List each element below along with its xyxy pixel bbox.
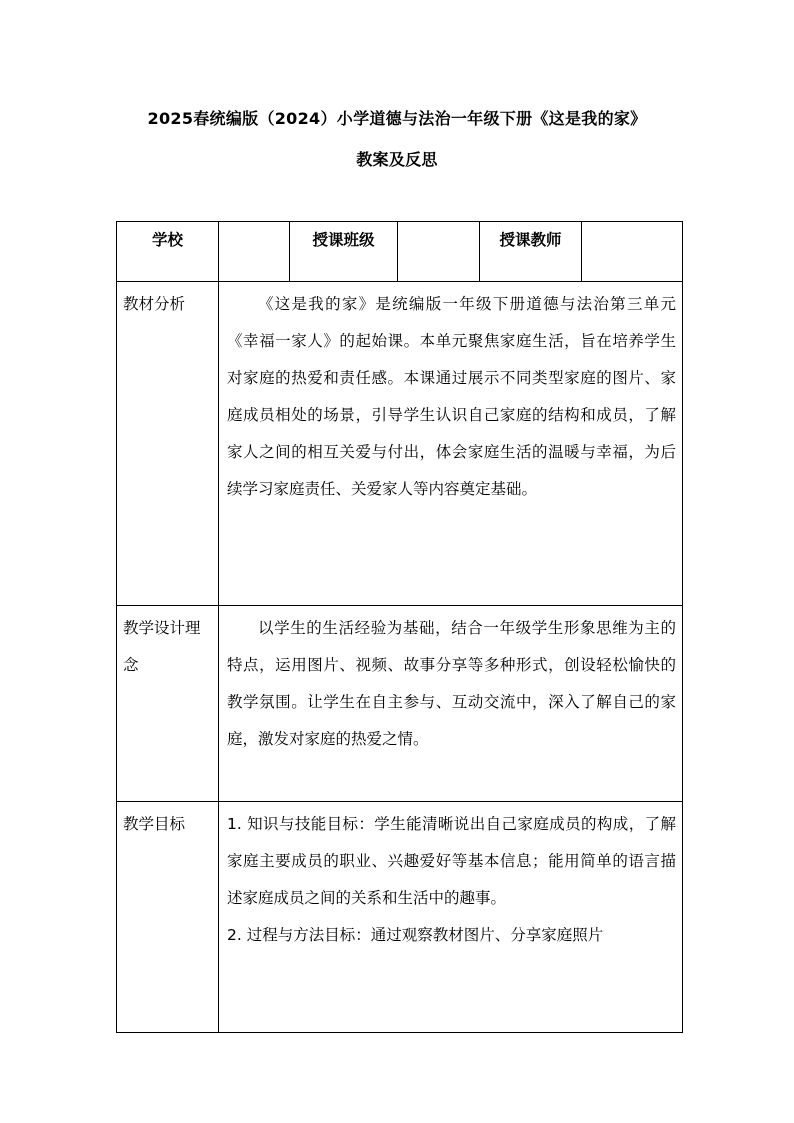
class-value-cell — [398, 222, 480, 282]
class-label: 授课班级 — [290, 222, 398, 282]
goals-label: 教学目标 — [117, 802, 219, 1033]
concept-row — [117, 606, 683, 802]
goal-item-2: 2. 过程与方法目标：通过观察教材图片、分享家庭照片 — [227, 926, 604, 944]
concept-text: 以学生的生活经验为基础，结合一年级学生形象思维为主的特点，运用图片、视频、故事分享等多种形式，创设轻松愉快的教学氛围。让学生在自主参与、互动交流中，深入了解自己的家庭，激发对家庭的热爱之情。 — [227, 619, 676, 748]
header-row — [117, 222, 683, 282]
analysis-label: 教材分析 — [117, 282, 219, 606]
concept-content — [219, 606, 683, 802]
teacher-label: 授课教师 — [480, 222, 582, 282]
goals-content — [219, 802, 683, 1033]
lesson-plan-table — [116, 221, 683, 1033]
document-subtitle: 教案及反思 — [356, 150, 438, 169]
concept-label: 教学设计理念 — [117, 606, 219, 802]
analysis-content — [219, 282, 683, 606]
document-title: 2025春统编版（2024）小学道德与法治一年级下册《这是我的家》 — [147, 109, 647, 128]
school-label: 学校 — [117, 222, 219, 282]
teacher-value-cell — [582, 222, 683, 282]
goals-row — [117, 802, 683, 1033]
school-value-cell — [219, 222, 290, 282]
goal-item-1: 1. 知识与技能目标：学生能清晰说出自己家庭成员的构成，了解家庭主要成员的职业、兴趣爱好等基本信息；能用简单的语言描述家庭成员之间的关系和生活中的趣事。 — [227, 815, 676, 907]
analysis-row — [117, 282, 683, 606]
analysis-text: 《这是我的家》是统编版一年级下册道德与法治第三单元《幸福一家人》的起始课。本单元聚焦家庭生活，旨在培养学生对家庭的热爱和责任感。本课通过展示不同类型家庭的图片、家庭成员相处的场景，引导学生认识自己家庭的结构和成员，了解家人之间的相互关爱与付出，体会家庭生活的温暖与幸福，为后续学习家庭责任、关爱家人等内容奠定基础。 — [227, 295, 676, 498]
